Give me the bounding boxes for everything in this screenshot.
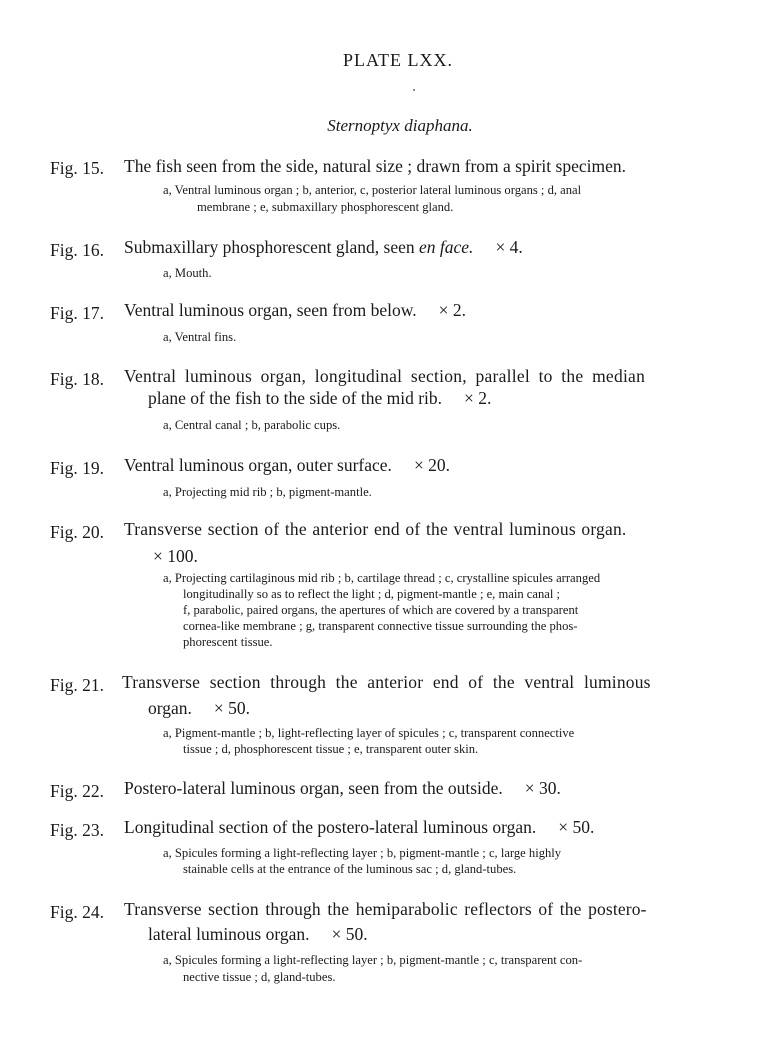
figure-number: Fig. 21. bbox=[50, 675, 104, 695]
figure-legend: nective tissue ; d, gland-tubes. bbox=[183, 970, 336, 984]
figure-caption: The fish seen from the side, natural size ; drawn from a spirit specimen. bbox=[124, 156, 626, 176]
magnification: × 4. bbox=[495, 237, 523, 257]
figure-caption bbox=[124, 817, 594, 838]
magnification: × 100. bbox=[153, 546, 198, 566]
figure-legend: f, parabolic, paired organs, the apertures of which are covered by a transparent bbox=[183, 603, 579, 617]
figure-legend: a, Ventral luminous organ ; b, anterior, c, posterior lateral luminous organs ; d, anal bbox=[163, 183, 582, 197]
caption-text: lateral luminous organ. bbox=[148, 924, 310, 944]
figure-number: Fig. 23. bbox=[50, 820, 104, 840]
caption-text: Longitudinal section of the postero-lateral luminous organ. bbox=[124, 817, 537, 837]
magnification: × 50. bbox=[558, 817, 595, 837]
magnification: × 2. bbox=[464, 388, 492, 408]
caption-text: Submaxillary phosphorescent gland, seen bbox=[124, 237, 415, 257]
figure-number: Fig. 16. bbox=[50, 240, 104, 260]
figure-caption: Ventral luminous organ, longitudinal section, parallel to the median bbox=[124, 366, 646, 386]
figure-caption-continued bbox=[148, 388, 491, 409]
figure-legend: a, Spicules forming a light-reflecting layer ; b, pigment-mantle ; c, large highly bbox=[163, 846, 562, 860]
figure-caption-continued bbox=[148, 698, 250, 719]
magnification: × 50. bbox=[213, 698, 251, 718]
figure-caption bbox=[124, 237, 523, 258]
figure-caption: Transverse section of the anterior end of the ventral luminous organ. bbox=[124, 519, 627, 539]
figure-number: Fig. 18. bbox=[50, 369, 104, 389]
figure-legend: a, Ventral fins. bbox=[163, 330, 237, 344]
figure-legend: a, Spicules forming a light-reflecting layer ; b, pigment-mantle ; c, transparent con- bbox=[163, 953, 583, 967]
magnification: × 30. bbox=[524, 778, 561, 798]
figure-number: Fig. 20. bbox=[50, 522, 104, 542]
speck bbox=[413, 89, 415, 91]
figure-number: Fig. 15. bbox=[50, 158, 104, 178]
caption-text: Postero-lateral luminous organ, seen from the outside. bbox=[124, 778, 503, 798]
figure-legend: tissue ; d, phosphorescent tissue ; e, transparent outer skin. bbox=[183, 742, 479, 756]
caption-text: Ventral luminous organ, seen from below. bbox=[124, 300, 417, 320]
figure-caption: Transverse section through the anterior end of the ventral luminous bbox=[122, 672, 651, 692]
figure-legend: phorescent tissue. bbox=[183, 635, 273, 649]
species-name: Sternoptyx diaphana. bbox=[327, 116, 473, 135]
magnification: × 20. bbox=[413, 455, 451, 475]
figure-number: Fig. 22. bbox=[50, 781, 104, 801]
caption-text: Ventral luminous organ, outer surface. bbox=[124, 455, 392, 475]
figure-legend: stainable cells at the entrance of the luminous sac ; d, gland-tubes. bbox=[183, 862, 517, 876]
figure-legend: a, Pigment-mantle ; b, light-reflecting layer of spicules ; c, transparent connective bbox=[163, 726, 575, 740]
figure-legend: cornea-like membrane ; g, transparent connective tissue surrounding the phos- bbox=[183, 619, 578, 633]
figure-legend: a, Projecting cartilaginous mid rib ; b, cartilage thread ; c, crystalline spicules arranged bbox=[163, 571, 601, 585]
figure-legend: a, Projecting mid rib ; b, pigment-mantle. bbox=[163, 485, 372, 499]
figure-number: Fig. 24. bbox=[50, 902, 104, 922]
figure-number: Fig. 19. bbox=[50, 458, 104, 478]
caption-text: organ. bbox=[148, 698, 192, 718]
figure-caption bbox=[124, 300, 466, 321]
figure-caption-continued bbox=[148, 924, 368, 945]
figure-legend: longitudinally so as to reflect the light ; d, pigment-mantle ; e, main canal ; bbox=[183, 587, 561, 601]
figure-number: Fig. 17. bbox=[50, 303, 104, 323]
figure-legend: membrane ; e, submaxillary phosphorescent gland. bbox=[197, 200, 454, 214]
figure-caption bbox=[124, 455, 450, 476]
magnification: × 2. bbox=[438, 300, 466, 320]
figure-caption bbox=[124, 778, 561, 799]
figure-legend: a, Mouth. bbox=[163, 266, 212, 280]
caption-italic: en face. bbox=[419, 237, 474, 257]
magnification: × 50. bbox=[331, 924, 368, 944]
caption-text: plane of the fish to the side of the mid rib. bbox=[148, 388, 443, 408]
plate-title: PLATE LXX. bbox=[343, 50, 453, 70]
figure-legend: a, Central canal ; b, parabolic cups. bbox=[163, 418, 341, 432]
figure-caption: Transverse section through the hemiparabolic reflectors of the postero- bbox=[124, 899, 647, 919]
